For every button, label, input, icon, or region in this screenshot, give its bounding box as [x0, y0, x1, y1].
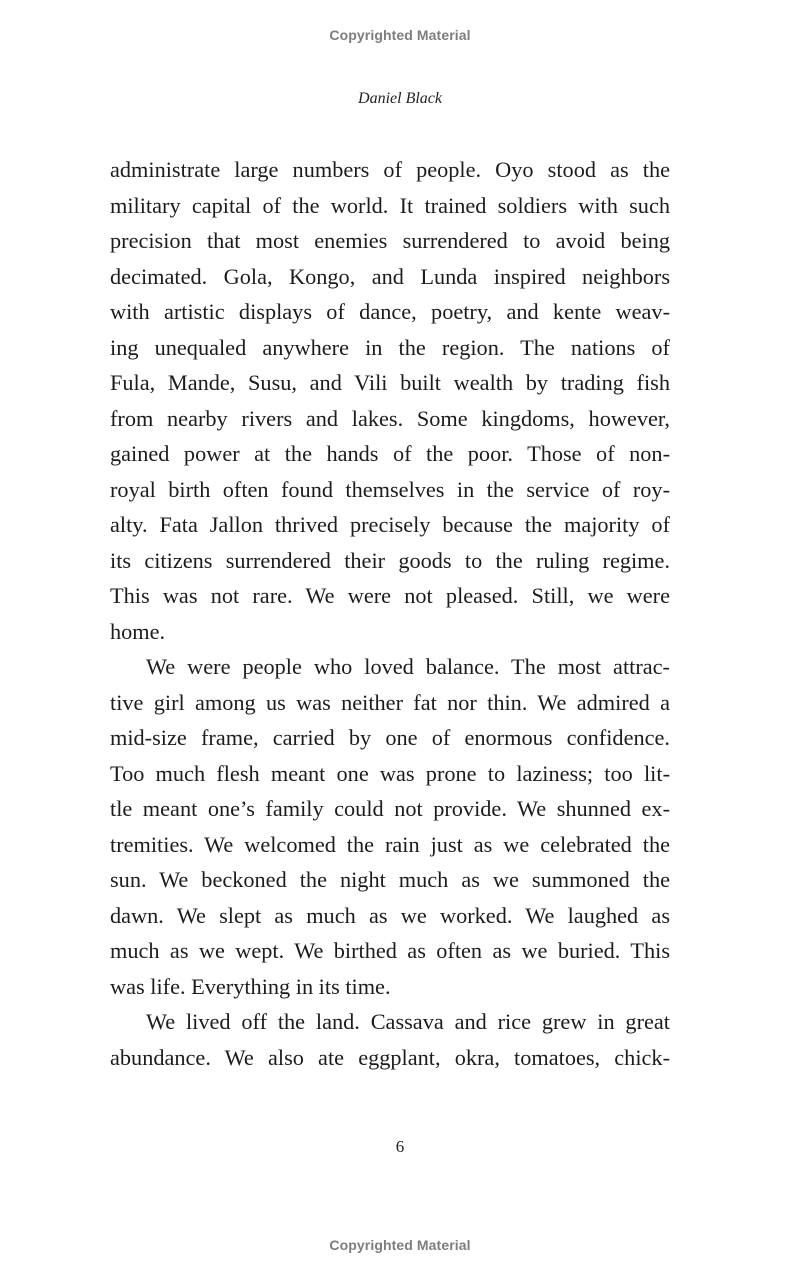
text-line: alty. Fata Jallon thrived precisely because the majority of	[110, 512, 670, 537]
text-line: abundance. We also ate eggplant, okra, tomatoes, chick-	[110, 1044, 670, 1070]
text-line: was life. Everything in its time.	[110, 973, 391, 999]
copyright-watermark-bottom: Copyrighted Material	[329, 1237, 471, 1253]
text-line: decimated. Gola, Kongo, and Lunda inspired neighbors	[110, 263, 670, 289]
text-line: We lived off the land. Cassava and rice grew in great	[146, 1009, 670, 1034]
text-line: precision that most enemies surrendered to avoid being	[110, 228, 670, 253]
text-line: administrate large numbers of people. Oyo stood as the	[110, 157, 670, 182]
text-line: dawn. We slept as much as we worked. We laughed as	[110, 902, 670, 928]
text-line: This was not rare. We were not pleased. Still, we were	[110, 583, 670, 608]
text-line: royal birth often found themselves in the service of roy-	[110, 476, 670, 502]
text-line: gained power at the hands of the poor. Those of non-	[110, 441, 670, 466]
text-line: military capital of the world. It trained soldiers with such	[110, 192, 670, 218]
text-line: tle meant one’s family could not provide. We shunned ex-	[110, 796, 670, 821]
page-number: 6	[395, 1137, 405, 1156]
copyright-watermark-top: Copyrighted Material	[329, 27, 471, 43]
text-line: with artistic displays of dance, poetry, and kente weav-	[110, 299, 670, 324]
text-line: sun. We beckoned the night much as we summoned the	[110, 867, 670, 892]
text-line: from nearby rivers and lakes. Some kingdoms, however,	[110, 405, 670, 431]
running-head-author: Daniel Black	[358, 90, 442, 107]
text-line: much as we wept. We birthed as often as we buried. This	[110, 938, 670, 963]
text-line: ing unequaled anywhere in the region. The nations of	[110, 334, 670, 360]
text-line: Fula, Mande, Susu, and Vili built wealth by trading fish	[110, 370, 670, 395]
text-line: its citizens surrendered their goods to the ruling regime.	[110, 547, 670, 573]
paragraph-2	[110, 649, 670, 1004]
paragraph-1	[110, 152, 670, 649]
text-line: tive girl among us was neither fat nor thin. We admired a	[110, 689, 670, 715]
text-line: tremities. We welcomed the rain just as we celebrated the	[110, 831, 670, 857]
body-text	[110, 152, 670, 1075]
text-line: mid-size frame, carried by one of enormous confidence.	[110, 725, 670, 750]
paragraph-3	[110, 1004, 670, 1075]
text-line: home.	[110, 618, 166, 644]
text-line: Too much flesh meant one was prone to laziness; too lit-	[110, 760, 670, 786]
text-line: We were people who loved balance. The most attrac-	[146, 654, 670, 679]
